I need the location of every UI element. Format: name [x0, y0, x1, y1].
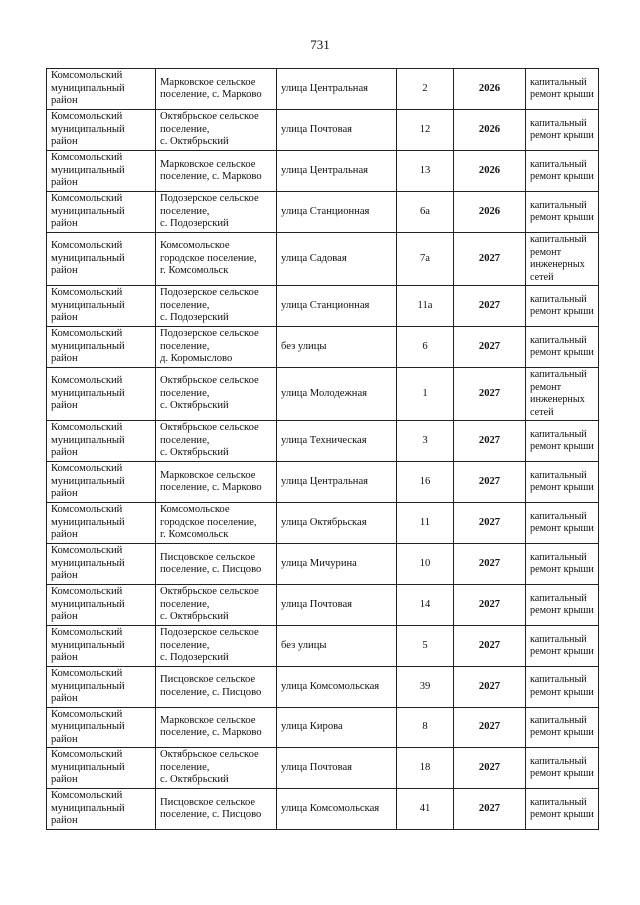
- work-type-cell: [526, 585, 599, 626]
- year-cell-text: 2026: [478, 123, 501, 135]
- street-cell-text: улица Почтовая: [281, 761, 353, 773]
- settlement-cell-text: Подозерское сельское поселение, д. Коромыслово: [160, 328, 259, 365]
- year-cell: [454, 462, 526, 503]
- work-type-cell: [526, 626, 599, 667]
- district-cell: [47, 192, 156, 233]
- work-type-cell-text: капитальный ремонт крыши: [530, 158, 594, 182]
- house-number-cell: [397, 327, 454, 368]
- settlement-cell-text: Марковское сельское поселение, с. Марково: [160, 469, 262, 493]
- district-cell-text: Комсомольский муниципальный район: [51, 545, 125, 582]
- district-cell: [47, 110, 156, 151]
- street-cell-text: улица Станционная: [281, 299, 370, 311]
- district-cell-text: Комсомольский муниципальный район: [51, 790, 125, 827]
- settlement-cell-text: Октябрьское сельское поселение, с. Октябрьский: [160, 586, 259, 623]
- district-cell-text: Комсомольский муниципальный район: [51, 504, 125, 541]
- district-cell-text: Комсомольский муниципальный район: [51, 668, 125, 704]
- table-row: [47, 626, 599, 667]
- house-number-cell-text: 12: [419, 123, 431, 135]
- settlement-cell: [156, 110, 277, 151]
- district-cell: [47, 327, 156, 368]
- house-number-cell-text: 41: [419, 802, 431, 814]
- work-type-cell-text: капитальный ремонт крыши: [530, 510, 594, 534]
- house-number-cell: [397, 368, 454, 421]
- district-cell: [47, 789, 156, 830]
- year-cell-text: 2027: [478, 252, 501, 264]
- street-cell: [277, 789, 397, 830]
- street-cell: [277, 192, 397, 233]
- year-cell-text: 2027: [478, 516, 501, 528]
- street-cell: [277, 626, 397, 667]
- work-type-cell: [526, 544, 599, 585]
- street-cell: [277, 748, 397, 789]
- settlement-cell-text: Октябрьское сельское поселение, с. Октябрьский: [160, 111, 259, 148]
- table-row: [47, 462, 599, 503]
- table-row: [47, 789, 599, 830]
- repair-schedule-table: [46, 68, 599, 830]
- district-cell: [47, 233, 156, 286]
- house-number-cell-text: 39: [419, 680, 431, 692]
- work-type-cell: [526, 110, 599, 151]
- street-cell-text: улица Центральная: [281, 164, 369, 176]
- year-cell: [454, 789, 526, 830]
- table-row: [47, 110, 599, 151]
- district-cell: [47, 69, 156, 110]
- house-number-cell: [397, 544, 454, 585]
- street-cell-text: улица Центральная: [281, 82, 369, 94]
- district-cell: [47, 286, 156, 327]
- settlement-cell-text: Марковское сельское поселение, с. Марково: [160, 76, 262, 100]
- settlement-cell-text: Писцовское сельское поселение, с. Писцово: [160, 551, 262, 575]
- district-cell: [47, 462, 156, 503]
- street-cell: [277, 503, 397, 544]
- work-type-cell-text: капитальный ремонт инженерных сетей: [530, 369, 587, 418]
- table-row: [47, 151, 599, 192]
- street-cell-text: улица Станционная: [281, 205, 370, 217]
- settlement-cell: [156, 233, 277, 286]
- district-cell-text: Комсомольский муниципальный район: [51, 193, 125, 230]
- house-number-cell-text: 18: [419, 761, 431, 773]
- year-cell-text: 2026: [478, 82, 501, 94]
- settlement-cell: [156, 748, 277, 789]
- street-cell: [277, 544, 397, 585]
- house-number-cell: [397, 151, 454, 192]
- table-row: [47, 503, 599, 544]
- settlement-cell: [156, 707, 277, 748]
- year-cell-text: 2027: [478, 598, 501, 610]
- district-cell: [47, 368, 156, 421]
- year-cell-text: 2026: [478, 205, 501, 217]
- district-cell-text: Комсомольский муниципальный район: [51, 111, 125, 148]
- work-type-cell: [526, 421, 599, 462]
- settlement-cell: [156, 585, 277, 626]
- settlement-cell: [156, 667, 277, 708]
- work-type-cell: [526, 789, 599, 830]
- settlement-cell-text: Октябрьское сельское поселение, с. Октябрьский: [160, 749, 259, 786]
- settlement-cell: [156, 503, 277, 544]
- year-cell-text: 2026: [478, 164, 501, 176]
- district-cell: [47, 503, 156, 544]
- street-cell-text: улица Кирова: [281, 721, 343, 732]
- house-number-cell: [397, 462, 454, 503]
- street-cell-text: улица Садовая: [281, 252, 347, 264]
- house-number-cell-text: 8: [422, 721, 428, 732]
- settlement-cell-text: Подозерское сельское поселение, с. Подозерский: [160, 627, 259, 664]
- settlement-cell: [156, 327, 277, 368]
- year-cell: [454, 151, 526, 192]
- house-number-cell: [397, 233, 454, 286]
- year-cell-text: 2027: [478, 434, 501, 446]
- year-cell: [454, 110, 526, 151]
- house-number-cell: [397, 585, 454, 626]
- year-cell-text: 2027: [478, 721, 501, 732]
- year-cell: [454, 286, 526, 327]
- work-type-cell: [526, 327, 599, 368]
- work-type-cell-text: капитальный ремонт крыши: [530, 796, 594, 820]
- work-type-cell: [526, 503, 599, 544]
- settlement-cell-text: Марковское сельское поселение, с. Марково: [160, 158, 262, 182]
- street-cell-text: без улицы: [281, 639, 327, 651]
- house-number-cell: [397, 503, 454, 544]
- page-number: 731: [310, 37, 330, 52]
- year-cell-text: 2027: [478, 557, 501, 569]
- street-cell-text: улица Почтовая: [281, 123, 353, 135]
- district-cell: [47, 421, 156, 462]
- district-cell-text: Комсомольский муниципальный район: [51, 627, 125, 664]
- work-type-cell: [526, 286, 599, 327]
- district-cell-text: Комсомольский муниципальный район: [51, 287, 125, 324]
- house-number-cell: [397, 110, 454, 151]
- work-type-cell: [526, 707, 599, 748]
- settlement-cell: [156, 368, 277, 421]
- year-cell: [454, 748, 526, 789]
- year-cell-text: 2027: [478, 299, 501, 311]
- year-cell-text: 2027: [478, 475, 501, 487]
- district-cell: [47, 626, 156, 667]
- table-row: [47, 667, 599, 708]
- house-number-cell: [397, 192, 454, 233]
- district-cell: [47, 585, 156, 626]
- year-cell: [454, 233, 526, 286]
- year-cell: [454, 368, 526, 421]
- settlement-cell-text: Октябрьское сельское поселение, с. Октябрьский: [160, 422, 259, 459]
- work-type-cell: [526, 667, 599, 708]
- year-cell-text: 2027: [478, 387, 501, 399]
- settlement-cell-text: Марковское сельское поселение, с. Марково: [160, 714, 262, 739]
- settlement-cell: [156, 626, 277, 667]
- house-number-cell: [397, 789, 454, 830]
- year-cell-text: 2027: [478, 340, 501, 352]
- table-row: [47, 192, 599, 233]
- year-cell-text: 2027: [478, 761, 501, 773]
- table-row: [47, 421, 599, 462]
- work-type-cell-text: капитальный ремонт крыши: [530, 199, 594, 223]
- settlement-cell-text: Писцовское сельское поселение, с. Писцово: [160, 674, 262, 698]
- table-row: [47, 585, 599, 626]
- district-cell-text: Комсомольский муниципальный район: [51, 375, 125, 412]
- house-number-cell: [397, 286, 454, 327]
- house-number-cell-text: 10: [419, 557, 431, 569]
- house-number-cell-text: 14: [419, 598, 431, 610]
- year-cell: [454, 327, 526, 368]
- settlement-cell-text: Октябрьское сельское поселение, с. Октябрьский: [160, 375, 259, 412]
- street-cell-text: улица Комсомольская: [281, 680, 380, 692]
- street-cell: [277, 327, 397, 368]
- year-cell-text: 2027: [478, 639, 501, 651]
- street-cell-text: улица Центральная: [281, 475, 369, 487]
- settlement-cell: [156, 151, 277, 192]
- district-cell: [47, 707, 156, 748]
- year-cell: [454, 192, 526, 233]
- street-cell-text: без улицы: [281, 340, 327, 352]
- district-cell-text: Комсомольский муниципальный район: [51, 749, 125, 786]
- year-cell-text: 2027: [478, 680, 501, 692]
- street-cell: [277, 286, 397, 327]
- street-cell: [277, 462, 397, 503]
- house-number-cell: [397, 626, 454, 667]
- street-cell: [277, 667, 397, 708]
- district-cell-text: Комсомольский муниципальный район: [51, 586, 125, 623]
- year-cell-text: 2027: [478, 802, 501, 814]
- street-cell: [277, 421, 397, 462]
- street-cell: [277, 110, 397, 151]
- settlement-cell-text: Писцовское сельское поселение, с. Писцово: [160, 796, 262, 820]
- table-row: [47, 368, 599, 421]
- street-cell: [277, 707, 397, 748]
- settlement-cell-text: Комсомольское городское поселение, г. Комсомольск: [160, 240, 257, 277]
- house-number-cell-text: 13: [419, 164, 431, 176]
- street-cell: [277, 585, 397, 626]
- house-number-cell-text: 2: [422, 82, 428, 94]
- house-number-cell-text: 1: [422, 387, 428, 399]
- house-number-cell: [397, 69, 454, 110]
- table-row: [47, 748, 599, 789]
- year-cell: [454, 585, 526, 626]
- year-cell: [454, 544, 526, 585]
- house-number-cell: [397, 748, 454, 789]
- settlement-cell: [156, 789, 277, 830]
- work-type-cell-text: капитальный ремонт крыши: [530, 755, 594, 779]
- work-type-cell-text: капитальный ремонт крыши: [530, 469, 594, 493]
- work-type-cell-text: капитальный ремонт крыши: [530, 714, 594, 739]
- house-number-cell: [397, 667, 454, 708]
- street-cell-text: улица Октябрьская: [281, 516, 367, 528]
- settlement-cell: [156, 421, 277, 462]
- work-type-cell: [526, 151, 599, 192]
- table-row: [47, 327, 599, 368]
- settlement-cell: [156, 462, 277, 503]
- work-type-cell: [526, 233, 599, 286]
- house-number-cell: [397, 707, 454, 748]
- house-number-cell-text: 11а: [417, 299, 433, 311]
- work-type-cell: [526, 192, 599, 233]
- house-number-cell-text: 5: [422, 639, 428, 651]
- table-row: [47, 286, 599, 327]
- district-cell: [47, 151, 156, 192]
- year-cell: [454, 626, 526, 667]
- year-cell: [454, 707, 526, 748]
- street-cell-text: улица Мичурина: [281, 557, 357, 569]
- district-cell: [47, 544, 156, 585]
- work-type-cell-text: капитальный ремонт крыши: [530, 76, 594, 100]
- year-cell: [454, 421, 526, 462]
- settlement-cell: [156, 544, 277, 585]
- street-cell: [277, 151, 397, 192]
- work-type-cell-text: капитальный ремонт крыши: [530, 633, 594, 657]
- street-cell-text: улица Молодежная: [281, 387, 368, 399]
- table-row: [47, 233, 599, 286]
- house-number-cell: [397, 421, 454, 462]
- house-number-cell-text: 7а: [420, 252, 430, 264]
- street-cell-text: улица Почтовая: [281, 598, 353, 610]
- district-cell: [47, 667, 156, 708]
- house-number-cell-text: 3: [422, 434, 428, 446]
- street-cell-text: улица Комсомольская: [281, 802, 380, 814]
- work-type-cell: [526, 69, 599, 110]
- settlement-cell-text: Подозерское сельское поселение, с. Подозерский: [160, 287, 259, 324]
- district-cell: [47, 748, 156, 789]
- table-row: [47, 69, 599, 110]
- work-type-cell-text: капитальный ремонт инженерных сетей: [530, 234, 587, 283]
- work-type-cell-text: капитальный ремонт крыши: [530, 551, 594, 575]
- table-row: [47, 544, 599, 585]
- year-cell: [454, 667, 526, 708]
- district-cell-text: Комсомольский муниципальный район: [51, 240, 125, 277]
- work-type-cell: [526, 462, 599, 503]
- district-cell-text: Комсомольский муниципальный район: [51, 328, 125, 365]
- work-type-cell-text: капитальный ремонт крыши: [530, 293, 594, 317]
- house-number-cell-text: 6а: [420, 205, 430, 217]
- settlement-cell: [156, 69, 277, 110]
- house-number-cell-text: 11: [419, 516, 431, 528]
- street-cell: [277, 69, 397, 110]
- street-cell: [277, 368, 397, 421]
- work-type-cell-text: капитальный ремонт крыши: [530, 334, 594, 358]
- settlement-cell: [156, 286, 277, 327]
- table-body: [47, 69, 599, 830]
- district-cell-text: Комсомольский муниципальный район: [51, 422, 125, 459]
- settlement-cell-text: Комсомольское городское поселение, г. Комсомольск: [160, 504, 257, 541]
- work-type-cell: [526, 368, 599, 421]
- year-cell: [454, 503, 526, 544]
- district-cell-text: Комсомольский муниципальный район: [51, 463, 125, 500]
- year-cell: [454, 69, 526, 110]
- district-cell-text: Комсомольский муниципальный район: [51, 152, 125, 189]
- settlement-cell-text: Подозерское сельское поселение, с. Подозерский: [160, 193, 259, 230]
- house-number-cell-text: 6: [422, 340, 428, 352]
- settlement-cell: [156, 192, 277, 233]
- table-row: [47, 707, 599, 748]
- work-type-cell: [526, 748, 599, 789]
- work-type-cell-text: капитальный ремонт крыши: [530, 674, 594, 698]
- street-cell: [277, 233, 397, 286]
- work-type-cell-text: капитальный ремонт крыши: [530, 428, 594, 452]
- district-cell-text: Комсомольский муниципальный район: [51, 70, 125, 107]
- district-cell-text: Комсомольский муниципальный район: [51, 708, 125, 745]
- work-type-cell-text: капитальный ремонт крыши: [530, 592, 594, 616]
- street-cell-text: улица Техническая: [281, 434, 367, 446]
- work-type-cell-text: капитальный ремонт крыши: [530, 117, 594, 141]
- house-number-cell-text: 16: [419, 475, 431, 487]
